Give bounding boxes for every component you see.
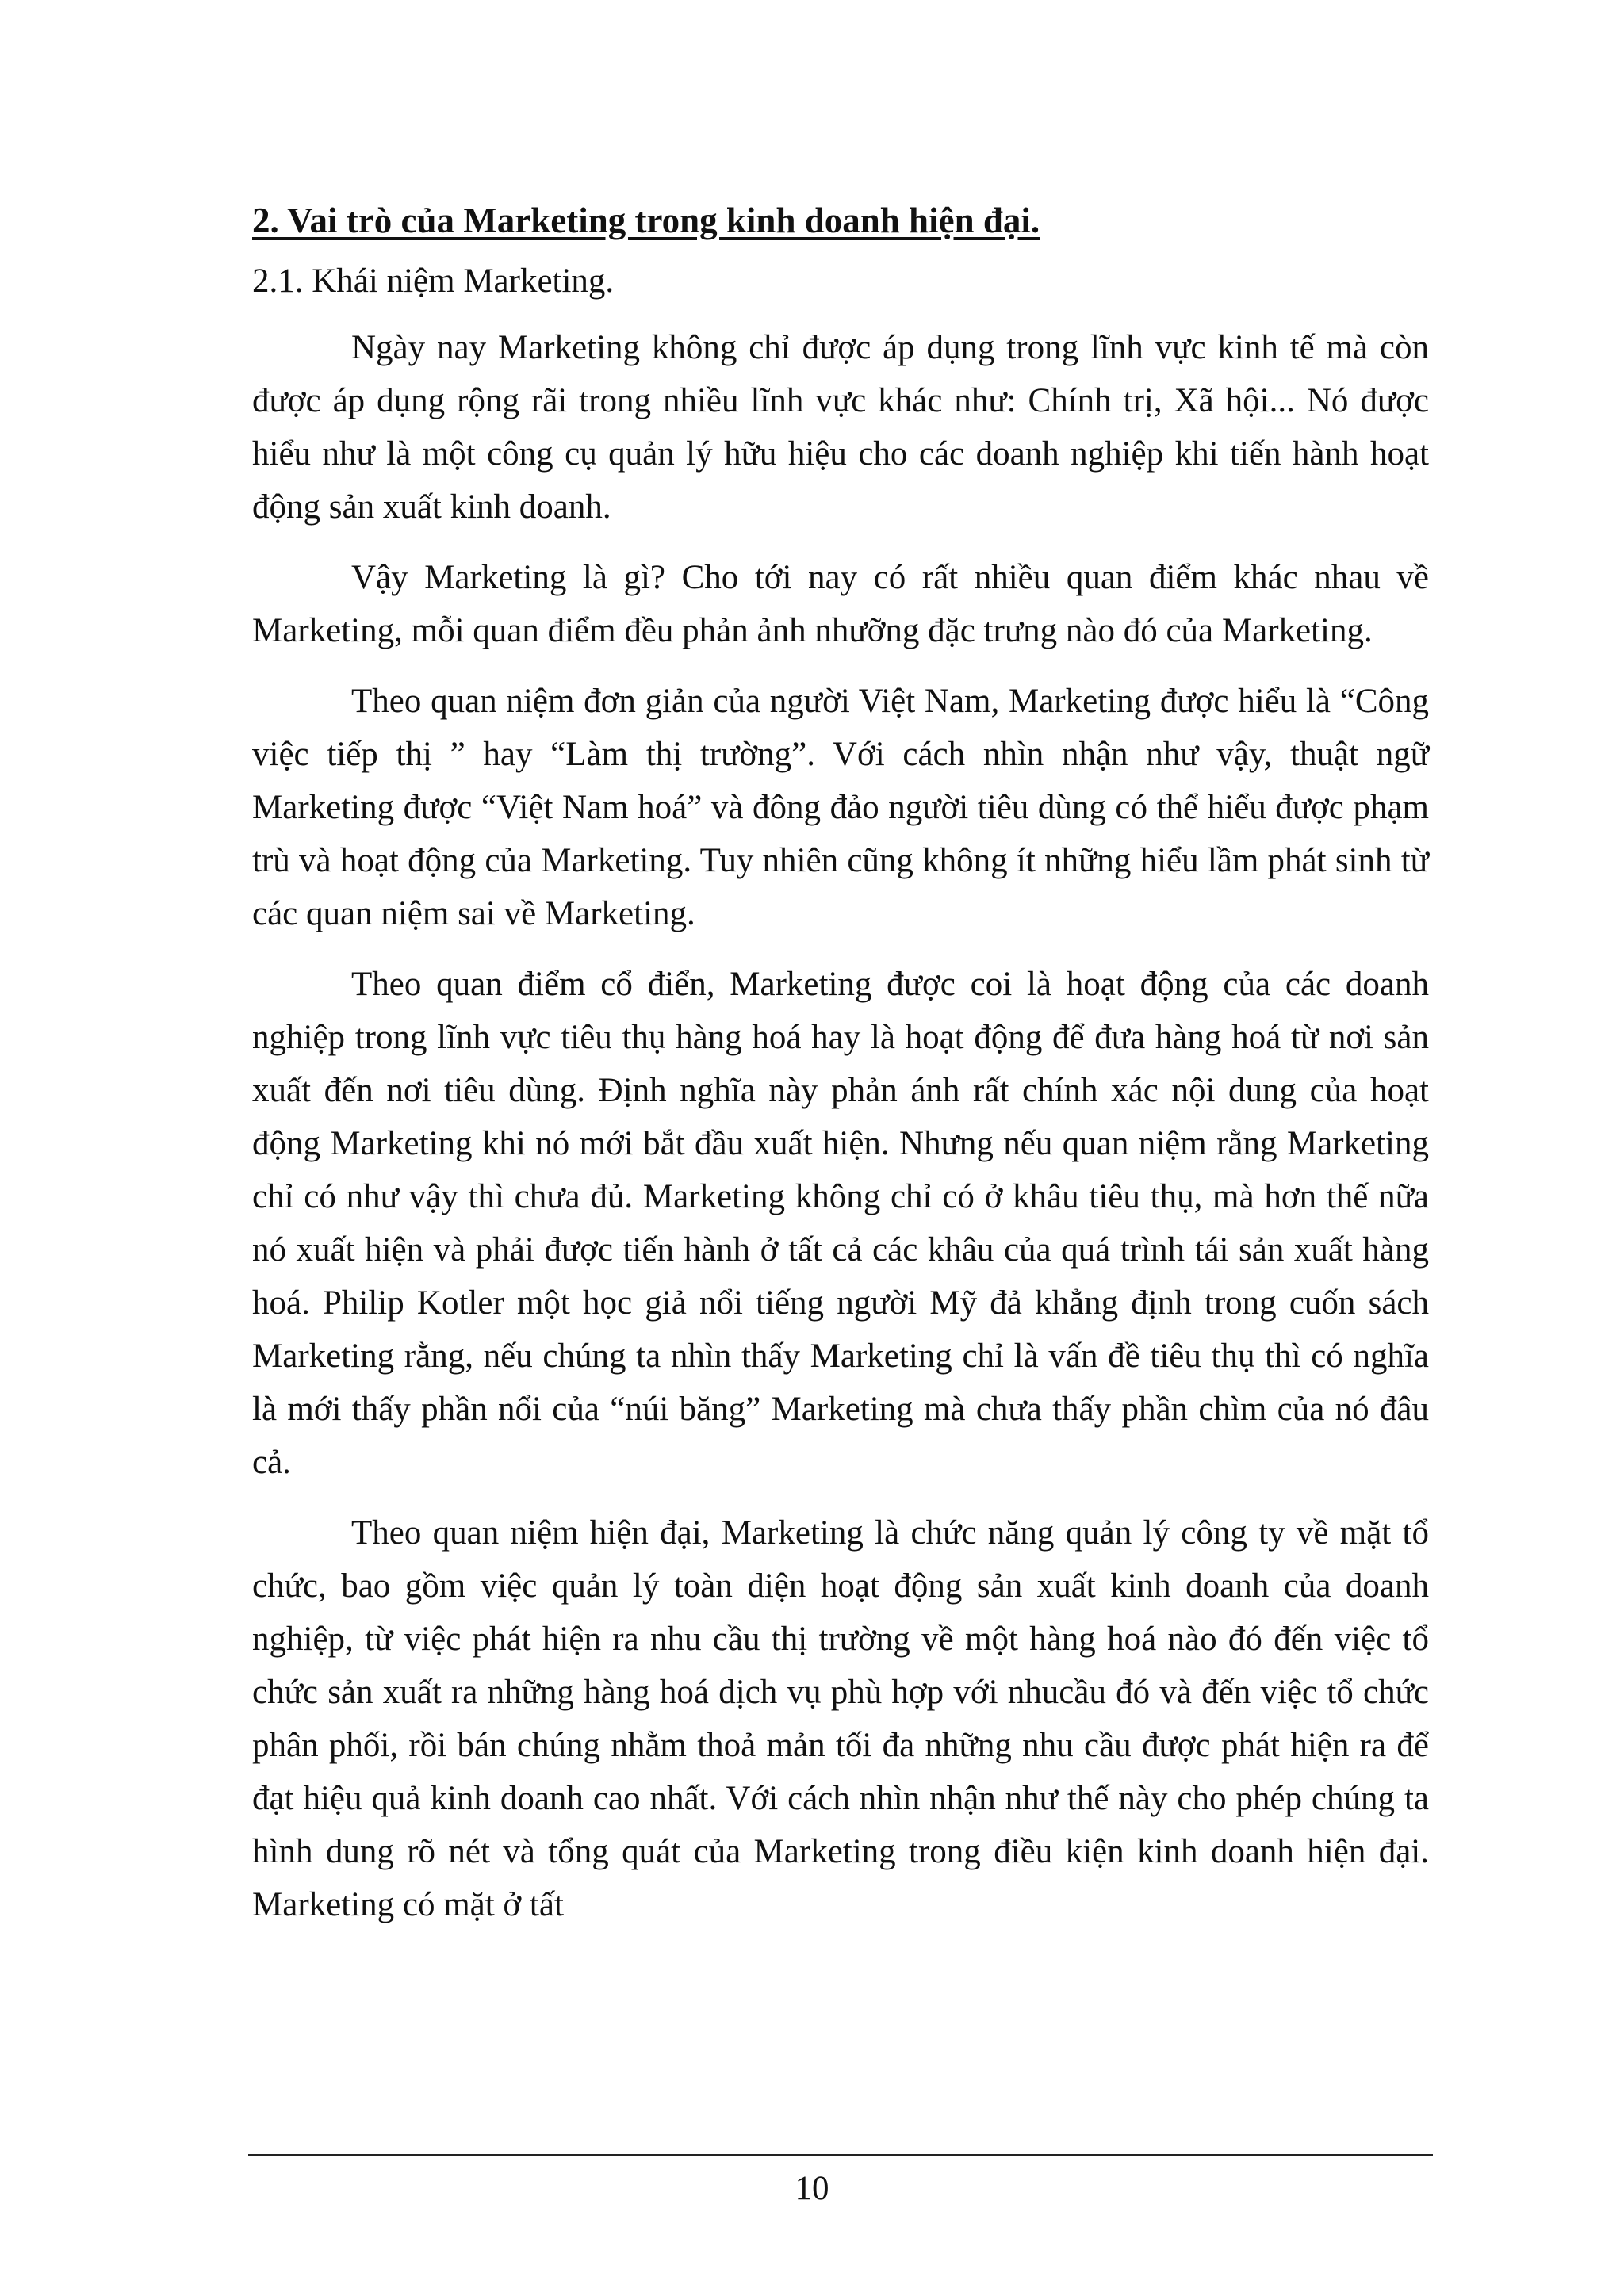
page-body <box>252 193 1429 1931</box>
subsection-heading: 2.1. Khái niệm Marketing. <box>252 262 615 300</box>
paragraph-4: Theo quan điểm cổ điển, Marketing được coi là hoạt động của các doanh nghiệp trong lĩnh vực tiêu thụ hàng hoá hay là hoạt động để đưa hàng hoá từ nơi sản xuất đến nơi tiêu dùng. Định nghĩa này phản ánh rất chính xác nội dung của hoạt động Marketing khi nó mới bắt đầu xuất hiện. Nhưng nếu quan niệm rằng Marketing chỉ có như vậy thì chưa đủ. Marketing không chỉ có ở khâu tiêu thụ, mà hơn thế nữa nó xuất hiện và phải được tiến hành ở tất cả các khâu của quá trình tái sản xuất hàng hoá. Philip Kotler một học giả nổi tiếng người Mỹ đả khẳng định trong cuốn sách Marketing rằng, nếu chúng ta nhìn thấy Marketing chỉ là vấn đề tiêu thụ thì có nghĩa là mới thấy phần nổi của “núi băng” Marketing mà chưa thấy phần chìm của nó đâu cả. <box>252 966 1429 1481</box>
paragraph-3: Theo quan niệm đơn giản của người Việt Nam, Marketing được hiểu là “Công việc tiếp thị ” hay “Làm thị trường”. Với cách nhìn nhận như vậy, thuật ngữ Marketing được “Việt Nam hoá” và đông đảo người tiêu dùng có thể hiểu được phạm trù và hoạt động của Marketing. Tuy nhiên cũng không ít những hiểu lầm phát sinh từ các quan niệm sai về Marketing. <box>252 683 1429 932</box>
footer-divider <box>248 2154 1433 2156</box>
paragraph-5: Theo quan niệm hiện đại, Marketing là chức năng quản lý công ty về mặt tổ chức, bao gồm việc quản lý toàn diện hoạt động sản xuất kinh doanh của doanh nghiệp, từ việc phát hiện ra nhu cầu thị trường về một hàng hoá nào đó đến việc tổ chức sản xuất ra những hàng hoá dịch vụ phù hợp với nhucầu đó và đến việc tổ chức phân phối, rồi bán chúng nhằm thoả mản tối đa những nhu cầu được phát hiện ra để đạt hiệu quả kinh doanh cao nhất. Với cách nhìn nhận như thế này cho phép chúng ta hình dung rõ nét và tổng quát của Marketing trong điều kiện kinh doanh hiện đại. Marketing có mặt ở tất <box>252 1514 1429 1923</box>
paragraph-1: Ngày nay Marketing không chỉ được áp dụng trong lĩnh vực kinh tế mà còn được áp dụng rộng rãi trong nhiều lĩnh vực khác như: Chính trị, Xã hội... Nó được hiểu như là một công cụ quản lý hữu hiệu cho các doanh nghiệp khi tiến hành hoạt động sản xuất kinh doanh. <box>252 329 1429 526</box>
section-heading: 2. Vai trò của Marketing trong kinh doanh hiện đại. <box>252 201 1040 240</box>
paragraph-2: Vậy Marketing là gì? Cho tới nay có rất nhiều quan điểm khác nhau về Marketing, mỗi quan điểm đều phản ảnh nhưỡng đặc trưng nào đó của Marketing. <box>252 559 1429 649</box>
page-number: 10 <box>795 2170 829 2207</box>
